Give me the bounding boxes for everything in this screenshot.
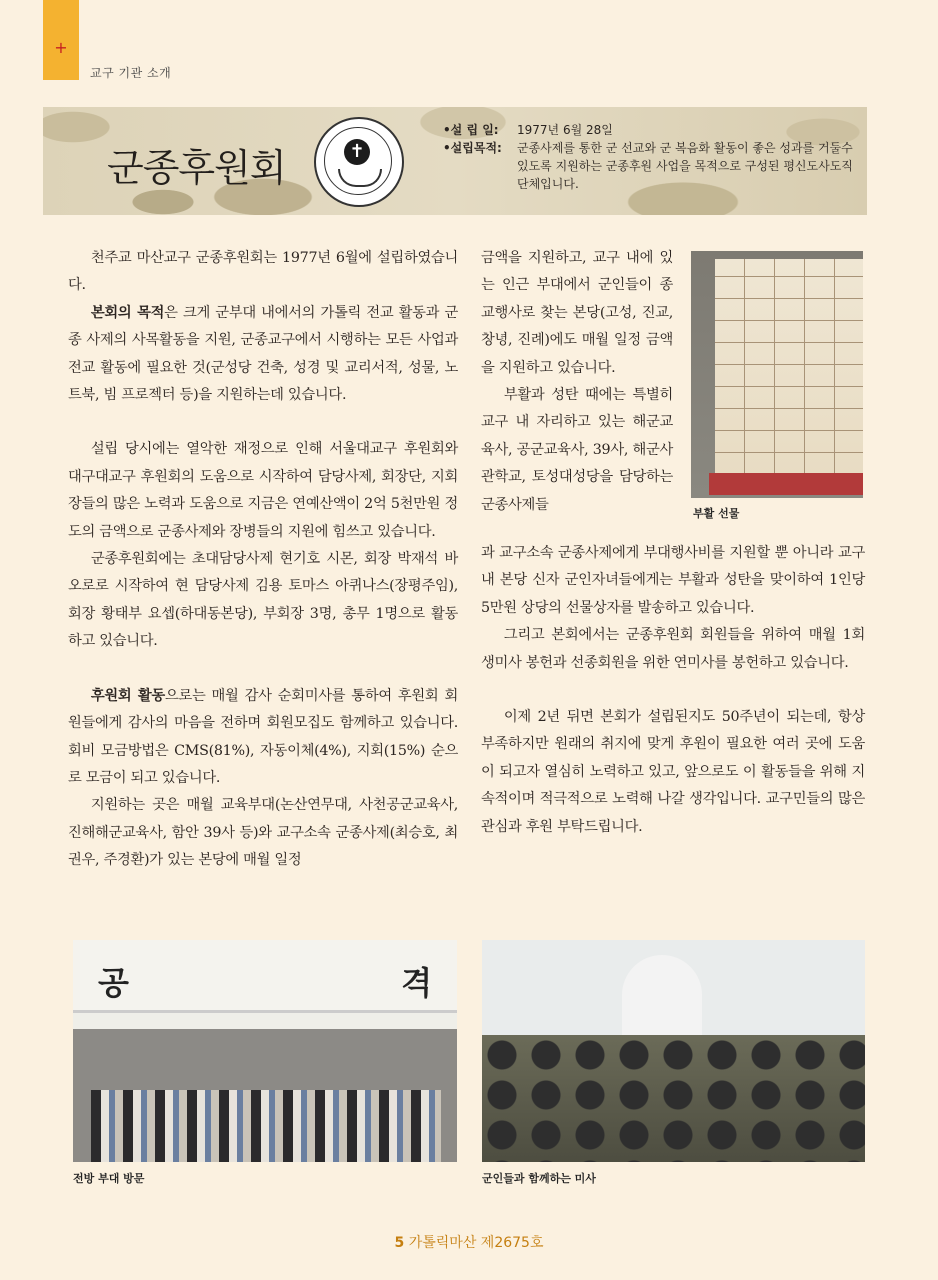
right-column-narrow [481,245,673,519]
paragraph: 과 교구소속 군종사제에게 부대행사비를 지원할 뿐 아니라 교구 내 본당 신자 군인자녀들에게는 부활과 성탄을 맞이하여 1인당 5만원 상당의 선물상자를 발송하고 있습니다. [481,545,865,616]
organization-logo [314,117,404,207]
section-label: 교구 기관 소개 [90,66,172,80]
paragraph: 그리고 본회에서는 군종후원회 회원들을 위하여 매월 1회 생미사 봉헌과 선종회원을 위한 연미사를 봉헌하고 있습니다. [481,627,865,671]
info-box [443,121,863,193]
paragraph: 이제 2년 뒤면 본회가 설립된지도 50주년이 되는데, 항상 부족하지만 원래의 취지에 맞게 후원이 필요한 여러 곳에 도움이 되고자 열심히 노력하고 있고, 앞으로도 이 활동들을 위해 지속적이며 적극적으로 노력해 나갈 생각입니다. 교구민들의 많은 관심과 후원 부탁드립니다. [481,709,865,835]
paragraph: 부활과 성탄 때에는 특별히 교구 내 자리하고 있는 해군교육사, 공군교육사, 39사, 해군사관학교, 토성대성당을 담당하는 군종사제들 [481,387,673,513]
paragraph: 지원하는 곳은 매월 교육부대(논산연무대, 사천공군교육사, 진해해군교육사, 함안 39사 등)와 교구소속 군종사제(최승호, 최권우, 주경환)가 있는 본당에 매월 일정 [68,797,458,869]
page-number: 5 [394,1235,405,1251]
unit-visit-photo: 공 격 [73,940,457,1162]
mass-photo [482,940,865,1162]
gift-photo-caption: 부활 선물 [693,507,740,520]
info-row-purpose: •설립목적: 군종사제를 통한 군 선교와 군 복음화 활동이 좋은 성과를 거둘수 있도록 지원하는 군종후원 사업을 목적으로 구성된 평신도사도직 단체입니다. [443,141,853,191]
right-column-wide [481,540,865,841]
info-row-founded: •설 립 일: 1977년 6월 28일 [443,123,613,137]
publication-name: 가톨릭마산 제2675호 [408,1235,544,1251]
paragraph: 군종후원회에는 초대담당사제 현기호 시몬, 회장 박재석 바오로로 시작하여 현 담당사제 김용 토마스 아퀴나스(장평주임), 회장 황태부 요셉(하대동본당), 부회장 3명, 총무 1명으로 활동하고 있습니다. [68,551,458,650]
paragraph: 후원회 활동으로는 매월 감사 순회미사를 통하여 후원회 회원들에게 감사의 마음을 전하며 회원모집도 함께하고 있습니다. 회비 모금방법은 CMS(81%), 자동이체(4%), 지회(15%) 순으로 모금이 되고 있습니다. [68,687,459,786]
visit-photo-caption: 전방 부대 방문 [73,1172,145,1185]
page-title: 군종후원회 [107,146,286,190]
cross-icon: ✝ [344,139,370,165]
title-banner [43,107,867,215]
left-column [68,245,458,875]
paragraph: 본회의 목적은 크게 군부대 내에서의 가톨릭 전교 활동과 군종 사제의 사목활동을 지원, 군종교구에서 시행하는 모든 사업과 전교 활동에 필요한 것(군성당 건축, 성경 및 교리서적, 성물, 노트북, 빔 프로젝터 등)을 지원하는데 있습니다. [68,304,458,404]
paragraph: 설립 당시에는 열악한 재정으로 인해 서울대교구 후원회와 대구대교구 후원회의 도움으로 시작하여 담당사제, 회장단, 지회장들의 많은 노력과 도움으로 지금은 연예산액이 2억 5천만원 정도의 금액으로 군종사제와 장병들의 지원에 힘쓰고 있습니다. [68,441,458,540]
paragraph: 천주교 마산교구 군종후원회는 1977년 6월에 설립하였습니다. [68,250,458,294]
page-footer [0,1232,938,1252]
paragraph: 금액을 지원하고, 교구 내에 있는 인근 부대에서 군인들이 종교행사로 찾는 본당(고성, 진교, 창녕, 진례)에도 매월 일정 금액을 지원하고 있습니다. [481,250,673,376]
gift-boxes-photo [691,251,863,498]
mass-photo-caption: 군인들과 함께하는 미사 [482,1172,596,1185]
section-tab [43,0,79,80]
plus-icon: + [54,38,68,57]
